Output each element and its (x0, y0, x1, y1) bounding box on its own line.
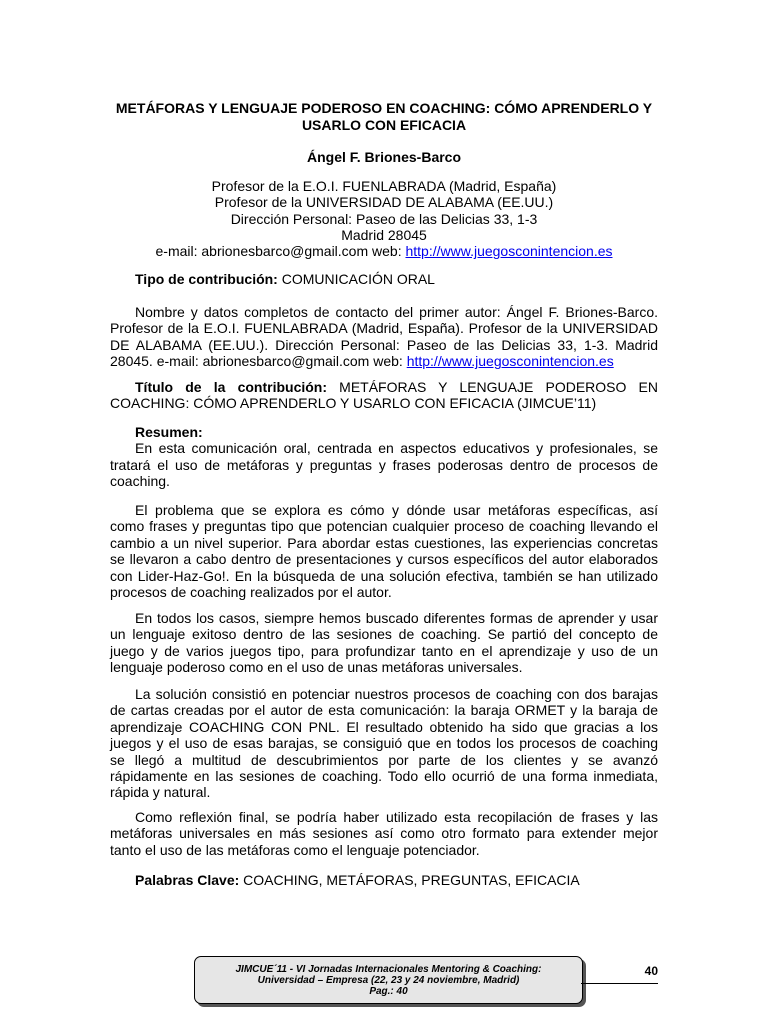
title-line-1: METÁFORAS Y LENGUAJE PODEROSO EN COACHING: CÓMO APRENDERLO Y (115, 100, 653, 116)
contact-line-3: DE ALABAMA (EE.UU.). Dirección Personal: Paseo de las Delicias 33, 1-3. Madrid (110, 336, 658, 353)
summary-p3-line-4: lenguaje poderoso como en el uso de unas metáforas universales. (110, 659, 523, 676)
contribution-type (110, 271, 658, 287)
footer-line-2: Universidad – Empresa (22, 23 y 24 noviembre, Madrid) (257, 975, 520, 986)
contribution-type-value: COMUNICACIÓN ORAL (277, 271, 435, 287)
summary-paragraph-5 (110, 809, 658, 858)
affiliation-email: e-mail: abrionesbarco@gmail.com web: (155, 243, 406, 260)
summary-p2-line-1: El problema que se explora es cómo y dónde usar metáforas específicas, así (135, 502, 658, 518)
contribution-title-line-1: METÁFORAS Y LENGUAJE PODEROSO EN (327, 379, 658, 395)
summary-p4-line-7: rápida y natural. (110, 784, 211, 801)
contact-line-1: Nombre y datos completos de contacto del primer autor: Ángel F. Briones-Barco. (135, 304, 658, 320)
summary-p4-line-1: La solución consistió en potenciar nuestros procesos de coaching con dos barajas (135, 686, 658, 702)
summary-p2-line-5: con Lider-Haz-Go!. En la búsqueda de una solución efectiva, también se han utilizado (110, 567, 658, 584)
affiliation-line-1: Profesor de la E.O.I. FUENLABRADA (Madrid, España) (211, 178, 557, 194)
contribution-title-line-2: COACHING: CÓMO APRENDERLO Y USARLO CON EFICACIA (JIMCUE’11) (110, 395, 597, 412)
summary-p5-line-2: metáforas universales en más sesiones así como otro formato para extender mejor (110, 825, 658, 842)
contribution-title (110, 379, 658, 412)
affiliation-contact-line (110, 243, 658, 259)
summary-section (110, 424, 658, 490)
author-name: Ángel F. Briones-Barco (306, 149, 462, 165)
footer-box (194, 956, 583, 1004)
summary-p2-line-4: se llevaron a cabo dentro de presentaciones y cursos específicos del autor elaborados (110, 551, 658, 568)
summary-p3-line-2: un lenguaje exitoso dentro de las sesiones de coaching. Se partió del concepto de (110, 626, 658, 643)
contact-line-2: Profesor de la E.O.I. FUENLABRADA (Madrid, España). Profesor de la UNIVERSIDAD (110, 320, 658, 337)
footer-rule (581, 983, 658, 984)
contribution-type-label: Tipo de contribución: (135, 271, 278, 287)
footer-line-3: Pag.: 40 (369, 986, 408, 997)
summary-p1-line-3: coaching. (110, 473, 170, 490)
summary-p3-line-1: En todos los casos, siempre hemos buscado diferentes formas de aprender y usar (135, 610, 658, 626)
keywords-label: Palabras Clave: (135, 872, 240, 888)
summary-p4-line-2: de cartas creadas por el autor de esta comunicación: la baraja ORMET y la baraja de (110, 702, 658, 719)
affiliation-line-4: Madrid 28045 (341, 226, 427, 243)
footer-text (195, 964, 582, 997)
author-affiliation (110, 178, 658, 259)
page-number: 40 (644, 964, 658, 978)
title-line-2: USARLO CON EFICACIA (301, 117, 467, 133)
summary-p2-line-3: cambio a un nivel superior. Para abordar estas cuestiones, las experiencias concretas (110, 534, 658, 551)
contact-paragraph (110, 304, 658, 370)
summary-p1-line-2: tratará el uso de metáforas y preguntas y frases poderosas dentro de procesos de (110, 456, 658, 473)
summary-p4-line-3: aprendizaje COACHING CON PNL. El resultado obtenido ha sido que gracias a los (110, 718, 658, 735)
contact-line-4: 28045. e-mail: abrionesbarco@gmail.com web: (110, 353, 407, 370)
summary-p5-line-1: Como reflexión final, se podría haber utilizado esta recopilación de frases y las (135, 809, 658, 825)
summary-paragraph-3 (110, 610, 658, 676)
summary-p4-line-4: juegos y el uso de esas barajas, se consiguió que en todos los procesos de coaching (110, 735, 658, 752)
summary-p4-line-6: rápidamente en las sesiones de coaching. Todo ello ocurrió de una forma inmediata, (110, 768, 658, 785)
footer-line-1: JIMCUE´11 - VI Jornadas Internacionales Mentoring & Coaching: (235, 964, 542, 975)
summary-p1-line-1: En esta comunicación oral, centrada en aspectos educativos y profesionales, se (135, 440, 658, 457)
affiliation-line-3: Dirección Personal: Paseo de las Delicias 33, 1-3 (230, 210, 538, 227)
summary-p5-line-3: tanto el uso de las metáforas como el lenguaje potenciador. (110, 841, 480, 858)
keywords (110, 872, 658, 888)
summary-label: Resumen: (135, 424, 203, 440)
summary-p2-line-6: procesos de coaching realizados por el autor. (110, 584, 392, 601)
keywords-value: COACHING, METÁFORAS, PREGUNTAS, EFICACIA (239, 872, 580, 888)
contact-web-link[interactable]: http://www.juegosconintencion.es (406, 353, 614, 370)
affiliation-web-link[interactable]: http://www.juegosconintencion.es (405, 243, 613, 260)
paper-title (110, 100, 658, 134)
summary-p3-line-3: juego y de varios juegos tipo, para profundizar tanto en el aprendizaje y uso de un (110, 642, 658, 659)
summary-p4-line-5: se llegó a multitud de descubrimientos por parte de los clientes y se avanzó (110, 751, 658, 768)
affiliation-line-2: Profesor de la UNIVERSIDAD DE ALABAMA (EE.UU.) (214, 194, 554, 211)
summary-p2-line-2: como frases y preguntas tipo que potencian cualquier proceso de coaching llevando el (110, 518, 658, 535)
summary-paragraph-4 (110, 686, 658, 801)
summary-paragraph-2 (110, 502, 658, 600)
contribution-title-label: Título de la contribución: (135, 379, 328, 395)
